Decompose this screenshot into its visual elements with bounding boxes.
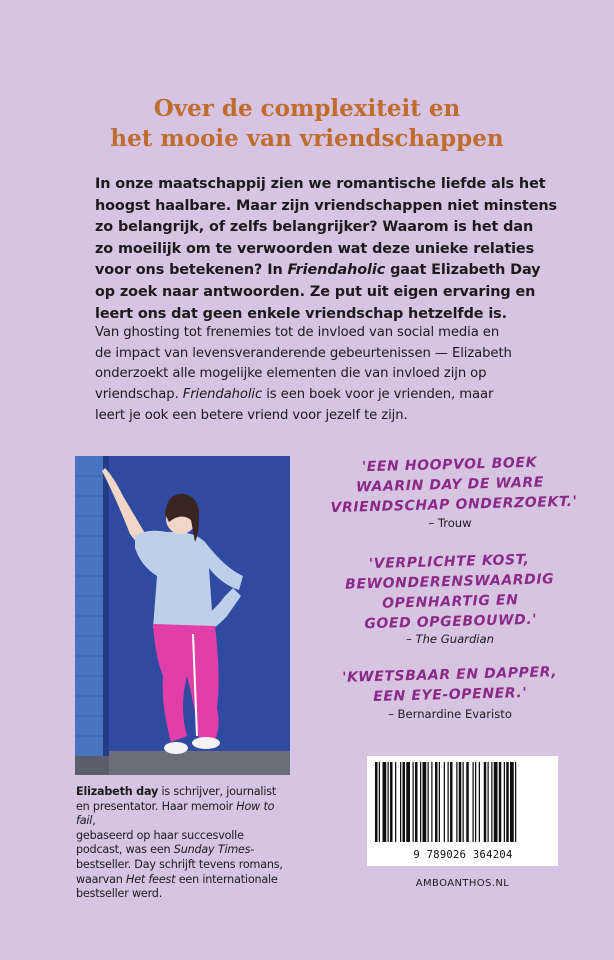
- heading-line: Over de complexiteit en: [153, 95, 461, 122]
- isbn-number: 9 789026 364204: [413, 849, 513, 861]
- lead-line: leert ons dat geen enkele vriendschap hetzelfde is.: [95, 305, 508, 322]
- barcode-bar: [515, 762, 516, 842]
- bio-line: en presentator. Haar memoir How to: [76, 799, 275, 813]
- barcode-bar: [459, 762, 462, 842]
- barcode-bar: [479, 762, 480, 842]
- barcode-bar: [415, 762, 418, 842]
- barcode-bar: [444, 762, 445, 842]
- barcode-bar: [499, 762, 502, 842]
- bio-line: bestseller. Day schrijft tevens romans,: [76, 857, 283, 871]
- barcode-bar: [504, 762, 505, 842]
- review-quote-guardian: 'VERPLICHTE KOST, BEWONDERENSWAARDIG OPENHARTIG EN GOED OPGEBOUWD.': [344, 551, 555, 633]
- lead-line: voor ons betekenen? In Friendaholic gaat Elizabeth Day: [95, 262, 541, 279]
- bio-line: waarvan Het feest een internationale: [76, 872, 278, 886]
- barcode-bar: [383, 762, 387, 842]
- barcode-bar: [375, 762, 378, 842]
- book-title: Friendaholic: [182, 387, 263, 403]
- barcode-bar: [463, 762, 464, 842]
- barcode-bar: [406, 762, 410, 842]
- barcode-bar: [428, 762, 429, 842]
- bio-line: Elizabeth day is schrijver, journalist: [76, 785, 277, 798]
- bio-line: bestseller werd.: [76, 887, 163, 901]
- author-bio: [76, 785, 296, 902]
- review-source: – Trouw: [428, 516, 472, 530]
- bio-line: gebaseerd op haar succesvolle: [76, 828, 244, 842]
- barcode-bar: [491, 762, 492, 842]
- review-quote-trouw: 'EEN HOOPVOL BOEK WAARIN DAY DE WARE VRIENDSCHAP ONDERZOEKT.': [330, 454, 578, 517]
- body-line: vriendschap. Friendaholic is een boek voor je vrienden, maar: [95, 387, 494, 403]
- barcode-bar: [473, 762, 474, 842]
- barcode-bar: [506, 762, 509, 842]
- heading-line: het mooie van vriendschappen: [110, 125, 504, 152]
- barcode-bar: [488, 762, 489, 842]
- body-line: onderzoekt alle mogelijke elementen die van invloed zijn op: [95, 366, 487, 382]
- barcode-bar: [413, 762, 414, 842]
- lead-line: hoogst haalbare. Maar zijn vriendschappen niet minstens: [95, 197, 557, 214]
- barcode-bar: [390, 762, 393, 842]
- barcode-bar: [475, 762, 476, 842]
- barcode-bar: [494, 762, 498, 842]
- barcode-bar: [448, 762, 449, 842]
- lead-line: zo moeilijk om te verwoorden wat deze unieke relaties: [95, 240, 535, 257]
- body-line: de impact van levensveranderende gebeurtenissen — Elizabeth: [95, 345, 512, 361]
- barcode-bar: [456, 762, 457, 842]
- author-photo: [75, 456, 290, 775]
- publisher-website: AMBOANTHOS.NL: [415, 878, 510, 889]
- lead-line: op zoek naar antwoorden. Ze put uit eigen ervaring en: [95, 283, 536, 300]
- review-quote-evaristo: 'KWETSBAAR EN DAPPER, EEN EYE-OPENER.': [342, 664, 558, 706]
- review-source: – The Guardian: [406, 632, 494, 646]
- barcode-bar: [466, 762, 469, 842]
- barcode-bar: [400, 762, 401, 842]
- book-title: Friendaholic: [287, 262, 386, 279]
- barcode-bar: [439, 762, 440, 842]
- author-photo-illustration: [75, 456, 290, 775]
- author-name: Elizabeth day: [76, 785, 159, 798]
- body-paragraph: [95, 323, 535, 427]
- cover-heading: [40, 94, 574, 154]
- barcode-bar: [484, 762, 487, 842]
- barcode-bar: [388, 762, 389, 842]
- lead-line: zo belangrijk, of zelfs belangrijker? Waarom is het dan: [95, 219, 534, 236]
- barcode-bar: [395, 762, 396, 842]
- lead-line: In onze maatschappij zien we romantische liefde als het: [95, 176, 546, 192]
- bio-line: podcast, was een Sunday Times-: [76, 843, 255, 857]
- barcode-bar: [510, 762, 514, 842]
- barcode-bar: [431, 762, 432, 842]
- barcode-bar: [403, 762, 406, 842]
- barcode-bar: [420, 762, 421, 842]
- barcode-bar: [450, 762, 453, 842]
- barcode-bar: [423, 762, 427, 842]
- bio-line: fail,: [76, 814, 96, 828]
- barcode-bar: [435, 762, 438, 842]
- body-line: leert je ook een betere vriend voor jezelf te zijn.: [95, 407, 408, 423]
- lead-paragraph: [95, 174, 557, 325]
- review-source: – Bernardine Evaristo: [388, 707, 512, 721]
- barcode-bar: [379, 762, 380, 842]
- body-line: Van ghosting tot frenemies tot de invloed van social media en: [95, 325, 500, 340]
- barcode-bars: [367, 756, 558, 850]
